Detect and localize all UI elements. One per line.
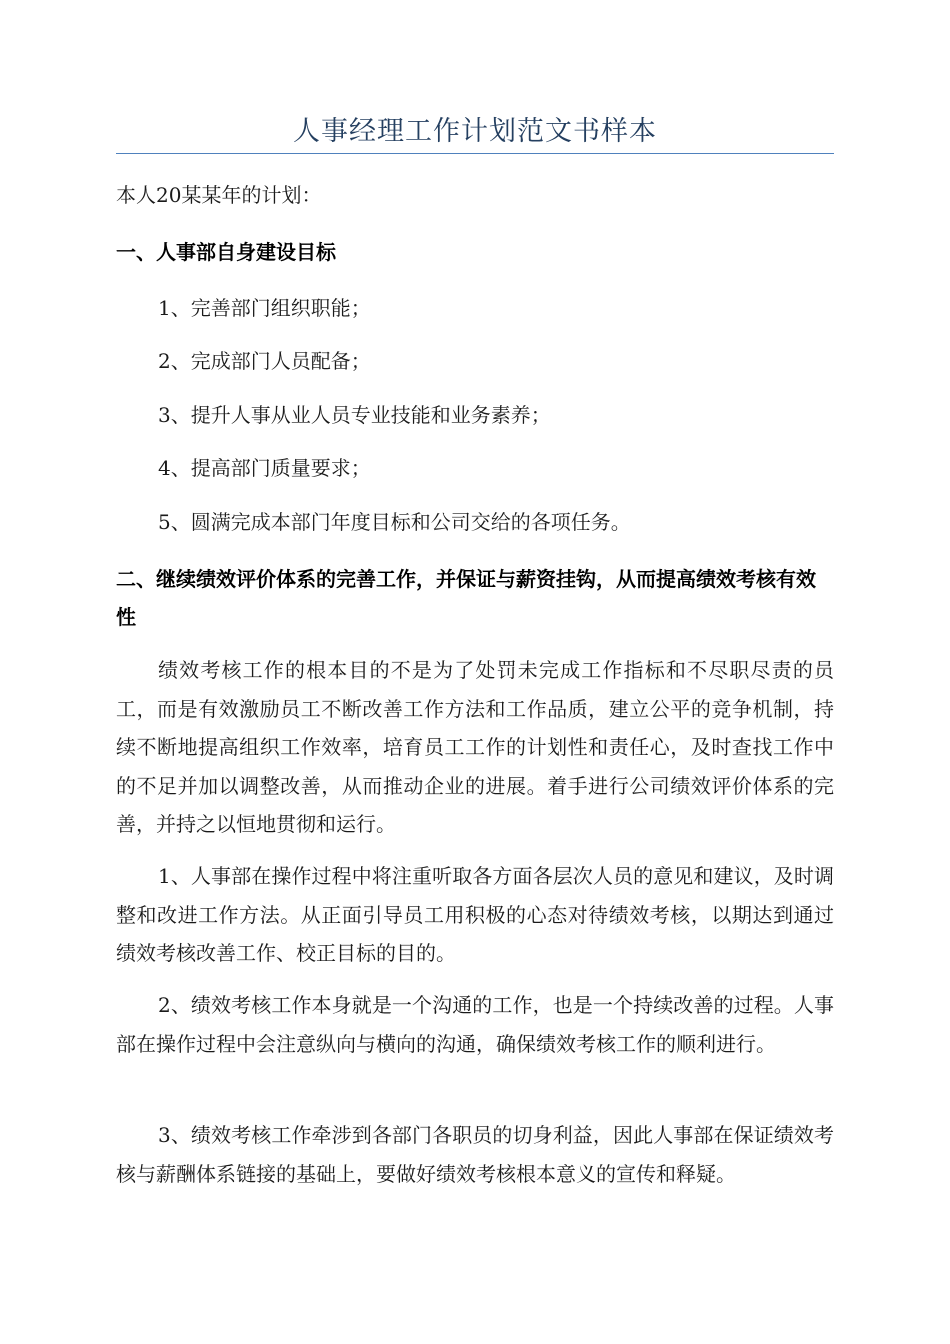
section2-paragraph-3: 2、绩效考核工作本身就是一个沟通的工作，也是一个持续改善的过程。人事部在操作过程中会注意纵向与横向的沟通，确保绩效考核工作的顺利进行。 [116, 993, 834, 1056]
section2-paragraph-2: 1、人事部在操作过程中将注重听取各方面各层次人员的意见和建议，及时调整和改进工作方法。从正面引导员工用积极的心态对待绩效考核，以期达到通过绩效考核改善工作、校正目标的目的。 [116, 864, 834, 965]
section1-item-2: 2、完成部门人员配备； [158, 349, 371, 373]
document-title: 人事经理工作计划范文书样本 [293, 116, 657, 147]
section2-heading: 二、继续绩效评价体系的完善工作，并保证与薪资挂钩，从而提高绩效考核有效性 [116, 567, 816, 629]
title-underline [116, 153, 834, 154]
intro-line: 本人20某某年的计划： [116, 183, 322, 207]
section1-item-4: 4、提高部门质量要求； [158, 456, 371, 480]
section2-paragraph-1: 绩效考核工作的根本目的不是为了处罚未完成工作指标和不尽职尽责的员工，而是有效激励员工不断改善工作方法和工作品质，建立公平的竞争机制，持续不断地提高组织工作效率，培育员工工作的计划性和责任心，及时查找工作中的不足并加以调整改善，从而推动企业的进展。着手进行公司绩效评价体系的完善，并持之以恒地贯彻和运行。 [116, 658, 834, 836]
section1-heading: 一、人事部自身建设目标 [116, 240, 336, 264]
section1-item-5: 5、圆满完成本部门年度目标和公司交给的各项任务。 [158, 510, 631, 534]
section1-item-3: 3、提升人事从业人员专业技能和业务素养； [158, 403, 551, 427]
section1-item-1: 1、完善部门组织职能； [158, 296, 371, 320]
section2-paragraph-4: 3、绩效考核工作牵涉到各部门各职员的切身利益，因此人事部在保证绩效考核与薪酬体系链接的基础上，要做好绩效考核根本意义的宣传和释疑。 [116, 1123, 834, 1186]
